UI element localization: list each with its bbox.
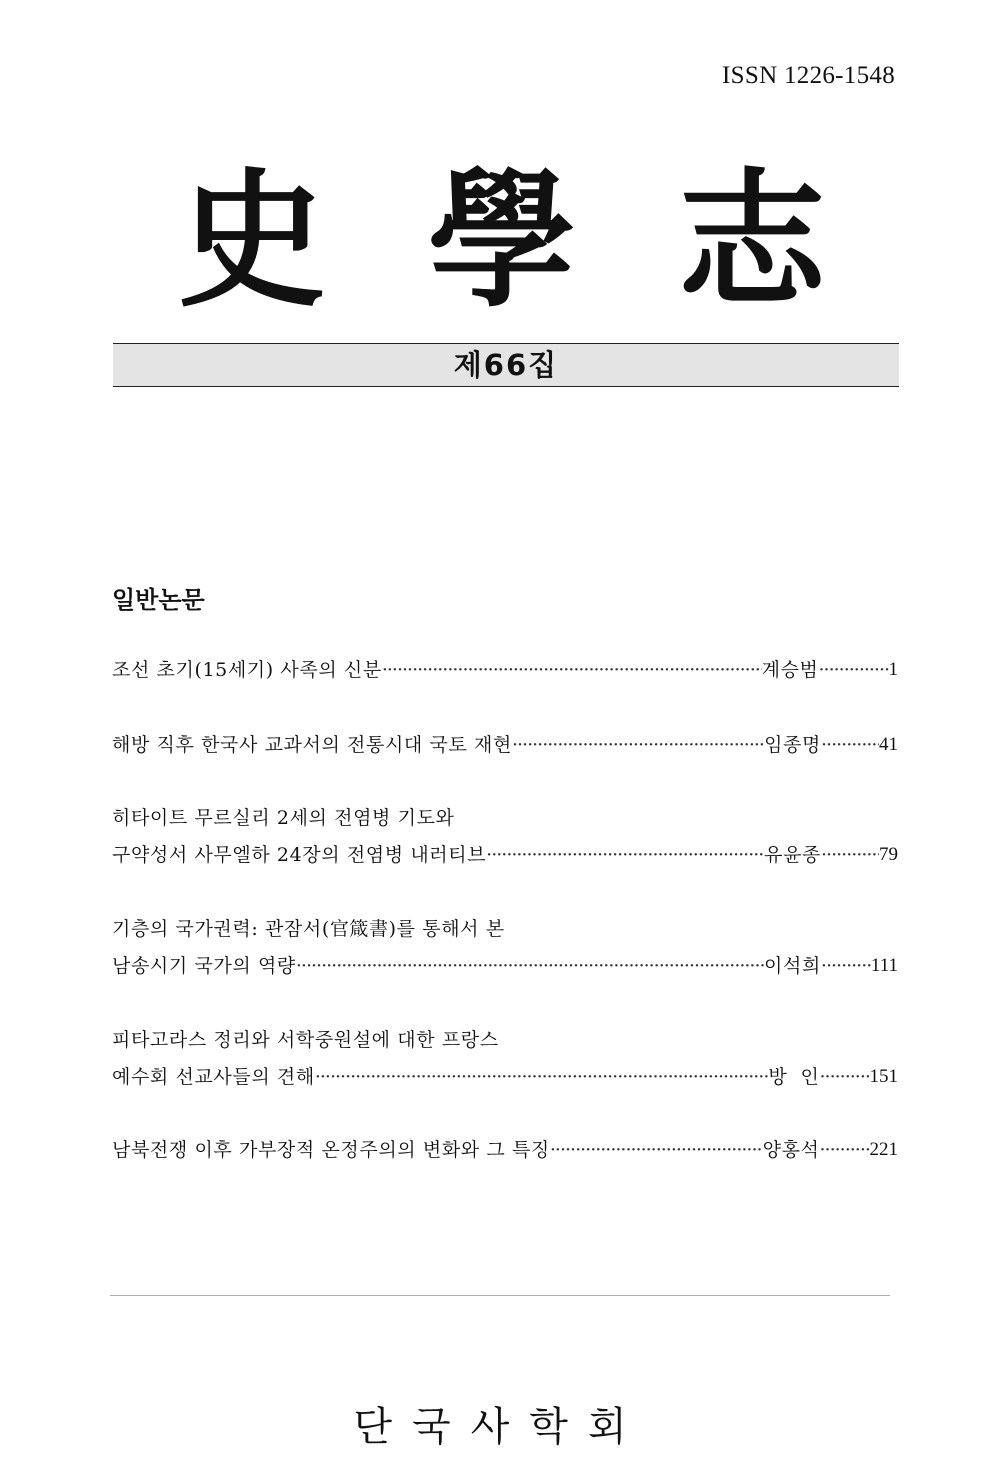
leader-dots bbox=[820, 1135, 870, 1165]
article-title: 예수회 선교사들의 견해 bbox=[112, 1066, 315, 1088]
leader-dots bbox=[315, 1062, 768, 1092]
issn-number: ISSN 1226-1548 bbox=[722, 62, 895, 89]
article-page: 151 bbox=[869, 1066, 898, 1087]
article-author: 이석희 bbox=[764, 955, 821, 977]
article-title: 피타고라스 정리와 서학중원설에 대한 프랑스 bbox=[112, 1029, 499, 1051]
article-title: 남송시기 국가의 역량 bbox=[112, 955, 296, 977]
leader-dots bbox=[550, 1135, 763, 1165]
footer-divider bbox=[110, 1295, 890, 1296]
leader-dots bbox=[821, 951, 871, 981]
toc-entry bbox=[112, 840, 898, 870]
publisher-name: 단국사학회 bbox=[353, 1404, 647, 1450]
toc-entry bbox=[112, 655, 898, 685]
leader-dots bbox=[821, 730, 879, 760]
article-title: 조선 초기(15세기) 사족의 신분 bbox=[112, 659, 382, 681]
leader-dots bbox=[512, 730, 764, 760]
toc-entry-title-line bbox=[112, 803, 898, 833]
leader-dots bbox=[819, 655, 889, 685]
volume-number: 제66집 bbox=[453, 348, 559, 382]
article-page: 1 bbox=[888, 659, 898, 680]
article-author: 양홍석 bbox=[762, 1139, 820, 1161]
article-author: 계승범 bbox=[761, 659, 819, 681]
toc-entry-title-line bbox=[112, 1025, 898, 1055]
leader-dots bbox=[382, 655, 762, 685]
article-page: 79 bbox=[879, 844, 898, 865]
article-page: 41 bbox=[879, 734, 898, 755]
journal-title-char-1: 史 bbox=[178, 153, 326, 327]
leader-dots bbox=[296, 951, 764, 981]
journal-title bbox=[0, 153, 1000, 327]
article-title: 히타이트 무르실리 2세의 전염병 기도와 bbox=[112, 807, 455, 829]
article-page: 111 bbox=[870, 955, 898, 976]
leader-dots bbox=[820, 1062, 870, 1092]
article-author: 임종명 bbox=[764, 734, 821, 756]
leader-dots bbox=[486, 840, 764, 870]
journal-title-char-3: 志 bbox=[678, 153, 826, 327]
article-author: 방 인 bbox=[768, 1066, 820, 1088]
volume-band bbox=[113, 343, 899, 387]
toc-entry bbox=[112, 730, 898, 760]
journal-title-char-2: 學 bbox=[428, 153, 576, 327]
article-title: 해방 직후 한국사 교과서의 전통시대 국토 재현 bbox=[112, 734, 512, 756]
article-author: 유윤종 bbox=[764, 844, 821, 866]
leader-dots bbox=[821, 840, 879, 870]
toc-entry-title-line bbox=[112, 914, 898, 944]
section-heading: 일반논문 bbox=[112, 586, 205, 614]
toc-entry bbox=[112, 1062, 898, 1092]
toc-entry bbox=[112, 951, 898, 981]
article-title: 기층의 국가권력: 관잠서(官箴書)를 통해서 본 bbox=[112, 918, 505, 940]
article-title: 남북전쟁 이후 가부장적 온정주의의 변화와 그 특징 bbox=[112, 1139, 550, 1161]
toc-entry bbox=[112, 1135, 898, 1165]
article-page: 221 bbox=[869, 1139, 898, 1160]
article-title: 구약성서 사무엘하 24장의 전염병 내러티브 bbox=[112, 844, 487, 866]
